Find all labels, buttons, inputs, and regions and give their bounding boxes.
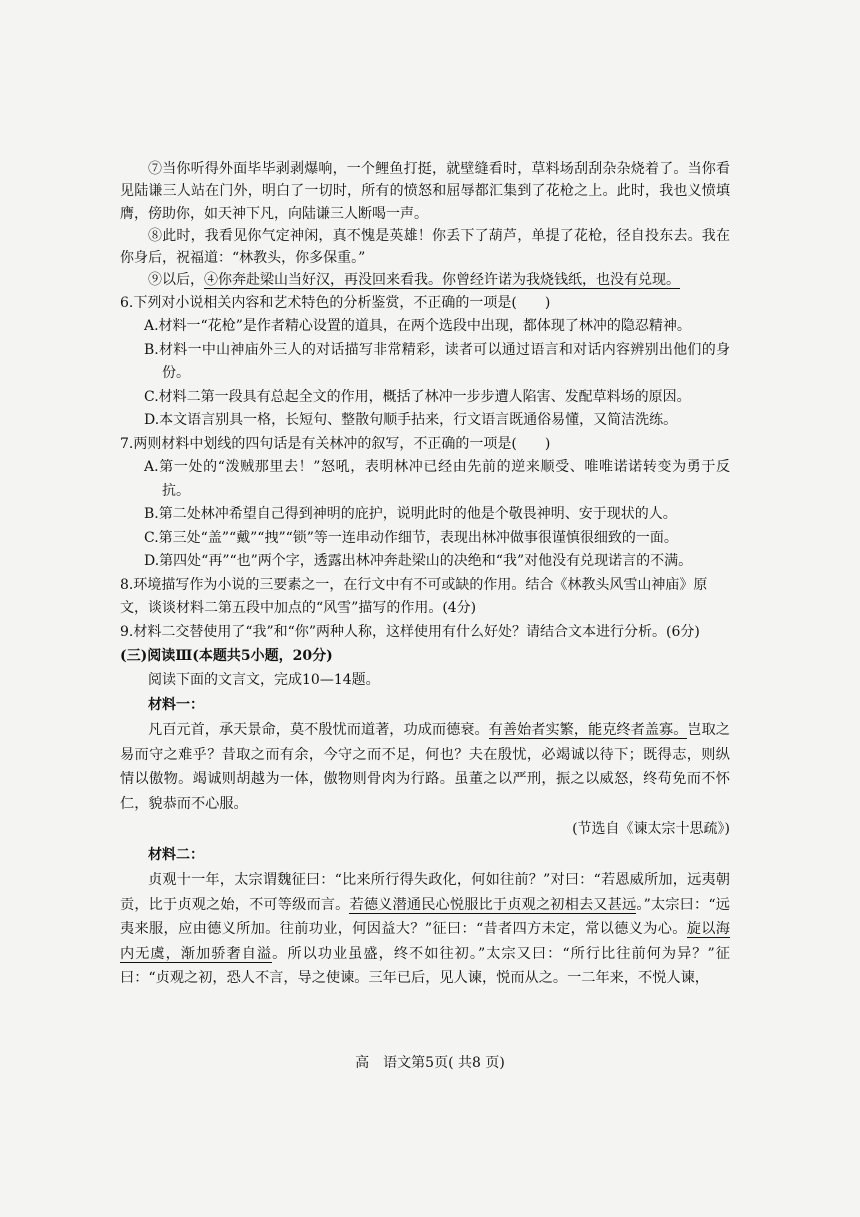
- material-2-text: [120, 868, 730, 991]
- material-1-text-part: 岂取之易而守之难乎？昔取之而有余，今守之而不足，何也？夫在殷忧，必竭诚以待下；既得志，则纵情以傲物。竭诚则胡越为一体，傲物则骨肉为行路。虽董之以严刑，振之以威怒，终苟免而不怀仁，貌恭而不心服。: [120, 722, 730, 812]
- question-7-option-b: B.第二处林冲希望自己得到神明的庇护，说明此时的他是个敬畏神明、安于现状的人。: [144, 506, 677, 523]
- material-2-text-part: 贞观十一年，太宗谓魏征曰：“比来所行得失政化，何如往前？”对曰：“若恩威所加，远夷朝贡，比于贞观之始，不可等级而言。: [120, 872, 730, 913]
- question-6-option-b: B.材料一中山神庙外三人的对话描写非常精彩，读者可以通过语言和对话内容辨别出他们的身份。: [144, 341, 730, 382]
- page-content: [120, 158, 730, 991]
- material-2-text-part: 。”太宗曰：“远夷来服，应由德义所加。往前功业，何因益大？”征曰：“昔者四方未定，常以德义为心。: [120, 896, 730, 938]
- question-6-option-d: D.本文语言别具一格，长短句、整散句顺手拈来，行文语言既通俗易懂，又简洁洗练。: [144, 412, 678, 429]
- material-1-source: (节选自《谏太宗十思疏》): [572, 821, 730, 838]
- story-paragraph-9: [120, 269, 730, 291]
- material-2-underlined-2: 旋以海内无虞，渐加骄奢自溢: [120, 921, 730, 962]
- material-2-text-part: 。所以功业虽盛，终不如往初。”太宗又曰：“所行比往前何为异？”征曰：“贞观之初，恐人不言，导之使谏。三年已后，见人谏，悦而从之。一二年来，不悦人谏，: [120, 945, 730, 987]
- question-7-stem: 7.两则材料中划线的四句话是有关林冲的叙写，不正确的一项是( ): [120, 435, 551, 452]
- question-9: 9.材料二交替使用了“我”和“你”两种人称，这样使用有什么好处？请结合文本进行分析。(6分): [120, 623, 700, 640]
- story-paragraph-8: ⑧此时，我看见你气定神闲，真不愧是英雄！你丢下了葫芦，单提了花枪，径自投东去。我在你身后，祝福道：“林教头，你多保重。”: [120, 227, 730, 267]
- question-7-option-a: A.第一处的“泼贼那里去！”怒吼，表明林冲已经由先前的逆来顺受、唯唯诺诺转变为勇于反抗。: [144, 459, 730, 499]
- question-7: [120, 433, 730, 574]
- story-paragraph-7: ⑦当你听得外面毕毕剥剥爆响，一个鲤鱼打挺，就壁缝看时，草料场刮刮杂杂烧着了。当你看见陆谦三人站在门外，明白了一切时，所有的愤怒和屈辱都汇集到了花枪之上。此时，我也义愤填膺，傍助你，如天神下凡，向陆谦三人断喝一声。: [120, 161, 730, 222]
- section-3-instruction: 阅读下面的文言文，完成10—14题。: [148, 672, 380, 689]
- section-3-title: (三)阅读Ⅲ(本题共5小题，20分): [120, 648, 333, 665]
- question-6-option-a: A.材料一“花枪”是作者精心设置的道具，在两个选段中出现，都体现了林冲的隐忍精神。: [144, 318, 691, 335]
- question-8: 8.环境描写作为小说的三要素之一，在行文中有不可或缺的作用。结合《林教头风雪山神庙》原文，谈谈材料二第五段中加点的“风雪”描写的作用。(4分): [120, 576, 708, 617]
- question-6: [120, 292, 730, 433]
- material-1-label: 材料一：: [148, 697, 204, 714]
- material-1-text-part: 凡百元首，承天景命，莫不殷忧而道著，功成而德衰。: [148, 722, 489, 739]
- material-2-underlined-1: 若德义潜通民心悦服比于贞观之初相去又甚远: [349, 896, 637, 913]
- question-6-option-c: C.材料二第一段具有总起全文的作用，概括了林冲一步步遭人陷害、发配草料场的原因。: [144, 388, 691, 405]
- material-1-text: [120, 718, 730, 816]
- material-2-label: 材料二：: [148, 847, 204, 864]
- underlined-sentence-4: ④你奔赴梁山当好汉，再没回来看我。你曾经许诺为我烧钱纸，也没有兑现。: [204, 272, 680, 289]
- question-6-stem: 6.下列对小说相关内容和艺术特色的分析鉴赏，不正确的一项是( ): [120, 294, 551, 311]
- question-7-option-d: D.第四处“再”“也”两个字，透露出林冲奔赴梁山的决绝和“我”对他没有兑现诺言的不满。: [144, 553, 693, 570]
- material-1-underlined: 有善始者实繁，能克终者盖寡。: [488, 722, 688, 739]
- story-paragraph-9-lead: ⑨以后，: [148, 272, 204, 289]
- page-footer: 高 语文第5页( 共8 页): [355, 1055, 505, 1071]
- question-7-option-c: C.第三处“盖”“戴”“拽”“锁”等一连串动作细节，表现出林冲做事很谨慎很细致的一面。: [144, 529, 678, 546]
